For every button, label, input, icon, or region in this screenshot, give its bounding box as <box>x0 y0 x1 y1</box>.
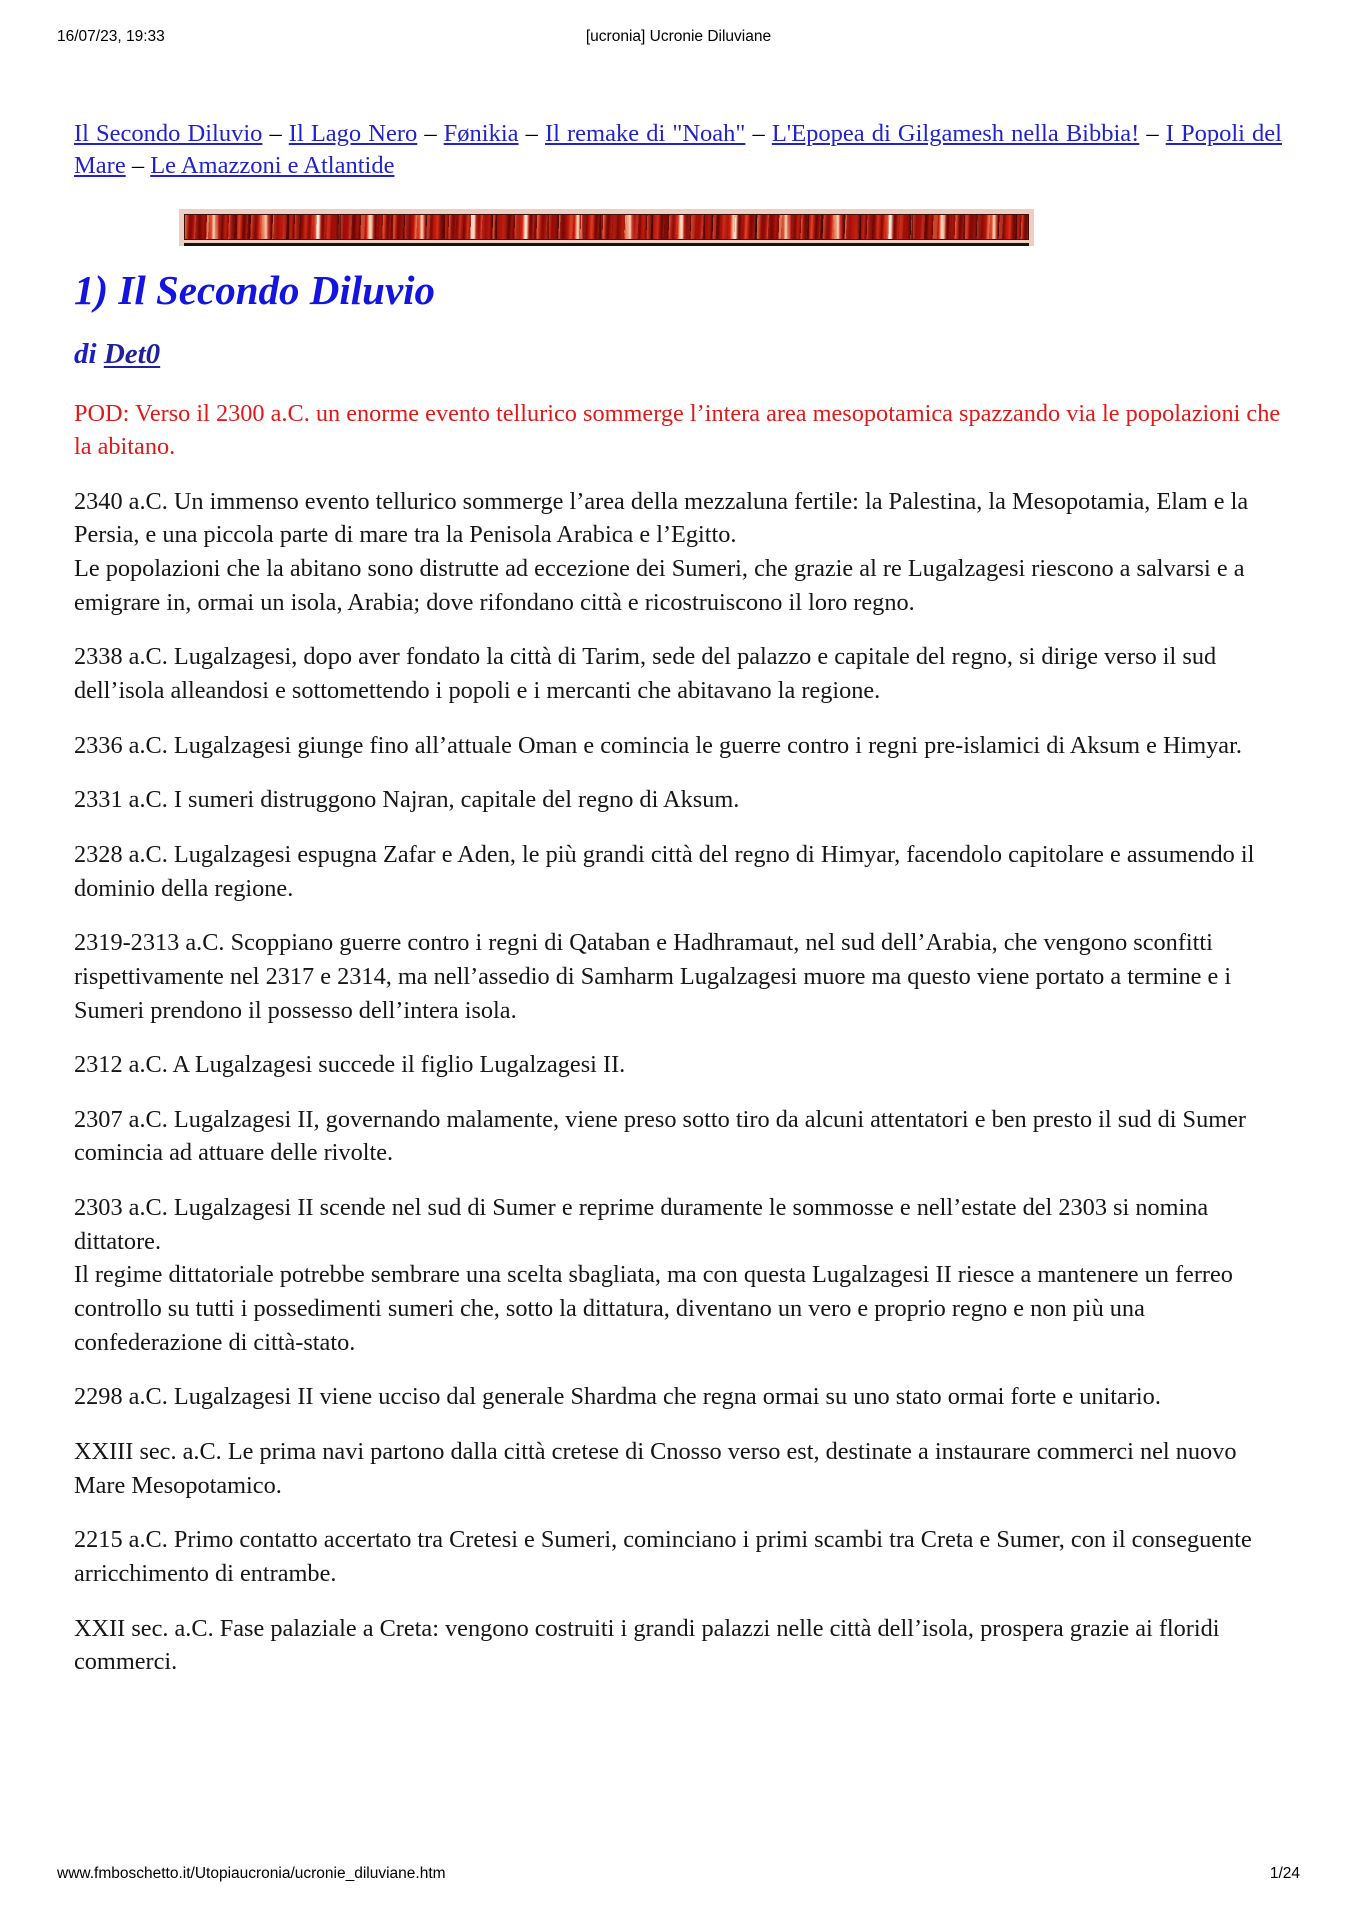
print-footer <box>0 1865 1357 1887</box>
nav-link-2[interactable]: Il Lago Nero <box>288 120 418 147</box>
byline <box>74 338 1287 371</box>
decorative-marble-bar-inner <box>184 214 1029 240</box>
nav-link-3[interactable]: Fønikia <box>443 120 519 147</box>
article-paragraph: 2336 a.C. Lugalzagesi giunge fino all’attuale Oman e comincia le guerre contro i regni pre-islamici di Aksum e Himyar. <box>74 731 1242 759</box>
article-paragraph: 2312 a.C. A Lugalzagesi succede il figlio Lugalzagesi II. <box>74 1051 626 1079</box>
article-body <box>74 485 1287 1679</box>
article-paragraph: 2298 a.C. Lugalzagesi II viene ucciso dal generale Shardma che regna ormai su uno stato ormai forte e unitario. <box>74 1383 1161 1411</box>
nav-link-7[interactable]: Le Amazzoni e Atlantide <box>150 152 395 180</box>
article-paragraph: 2331 a.C. I sumeri distruggono Najran, capitale del regno di Aksum. <box>74 786 740 814</box>
nav-link-4[interactable]: Il remake di "Noah" <box>544 120 746 147</box>
page-content <box>74 118 1287 1679</box>
nav-separator: – <box>745 120 772 147</box>
page-title: 1) Il Secondo Diluvio <box>74 266 436 313</box>
article-paragraph: XXII sec. a.C. Fase palaziale a Creta: vengono costruiti i grandi palazzi nelle città dell’isola, prospera grazie ai floridi commerci. <box>74 1614 1220 1676</box>
nav-link-1[interactable]: Il Secondo Diluvio <box>74 120 263 147</box>
print-header-title: [ucronia] Ucronie Diluviane <box>585 28 772 45</box>
nav-separator: – <box>417 120 444 147</box>
article-paragraph: XXIII sec. a.C. Le prima navi partono dalla città cretese di Cnosso verso est, destinate a instaurare commerci nel nuovo Mare Mesopotamico. <box>74 1437 1237 1499</box>
decorative-marble-bar <box>179 209 1034 246</box>
byline-author-link[interactable]: Det0 <box>103 337 161 370</box>
article-paragraph: 2215 a.C. Primo contatto accertato tra Cretesi e Sumeri, cominciano i primi scambi tra Creta e Sumer, con il conseguente arricchimento di entrambe. <box>74 1526 1252 1587</box>
pod-paragraph: POD: Verso il 2300 a.C. un enorme evento tellurico sommerge l’intera area mesopotamica spazzando via le popolazioni che la abitano. <box>74 399 1281 461</box>
navigation-links <box>74 118 1282 183</box>
nav-link-5[interactable]: L'Epopea di Gilgamesh nella Bibbia! <box>771 120 1140 147</box>
nav-link-6[interactable]: I Popoli del Mare <box>74 120 1282 180</box>
print-header <box>0 28 1357 50</box>
decorative-divider <box>179 209 1034 246</box>
nav-separator: – <box>262 120 289 147</box>
nav-separator: – <box>125 152 151 180</box>
print-footer-url: www.fmboschetto.it/Utopiaucronia/ucronie_diluviane.htm <box>57 1865 446 1882</box>
article-paragraph: 2328 a.C. Lugalzagesi espugna Zafar e Aden, le più grandi città del regno di Himyar, facendolo capitolare e assumendo il dominio della regione. <box>74 840 1255 902</box>
nav-separator: – <box>1139 120 1166 147</box>
article-paragraph: 2303 a.C. Lugalzagesi II scende nel sud di Sumer e reprime duramente le sommosse e nell’estate del 2303 si nomina dittatore. Il regime dittatoriale potrebbe sembrare una scelta sbagliata, ma con questa Lugalzagesi II riesce a mantenere un ferreo controllo su tutti i possedimenti sumeri che, sotto la dittatura, diventano un vero e proprio regno e non più una confederazione di città-stato. <box>74 1194 1233 1356</box>
article-paragraph: 2319-2313 a.C. Scoppiano guerre contro i regni di Qataban e Hadhramaut, nel sud dell’Arabia, che vengono sconfitti rispettivamente nel 2317 e 2314, ma nell’assedio di Samharm Lugalzagesi muore ma questo viene portato a termine e i Sumeri prendono il possesso dell’intera isola. <box>74 929 1232 1024</box>
print-footer-page-number: 1/24 <box>1269 1865 1300 1882</box>
article-paragraph: 2338 a.C. Lugalzagesi, dopo aver fondato la città di Tarim, sede del palazzo e capitale del regno, si dirige verso il sud dell’isola alleandosi e sottomettendo i popoli e i mercanti che abitavano la regione. <box>74 643 1217 705</box>
print-header-date: 16/07/23, 19:33 <box>57 28 165 45</box>
article-paragraph: 2340 a.C. Un immenso evento tellurico sommerge l’area della mezzaluna fertile: la Palestina, la Mesopotamia, Elam e la Persia, e una piccola parte di mare tra la Penisola Arabica e l’Egitto. Le popolazioni che la abitano sono distrutte ad eccezione dei Sumeri, che grazie al re Lugalzagesi riescono a salvarsi e a emigrare in, ormai un isola, Arabia; dove rifondano città e ricostruiscono il loro regno. <box>74 487 1249 616</box>
byline-prefix: di <box>74 337 104 370</box>
article-paragraph: 2307 a.C. Lugalzagesi II, governando malamente, viene preso sotto tiro da alcuni attentatori e ben presto il sud di Sumer comincia ad attuare delle rivolte. <box>74 1105 1246 1167</box>
nav-separator: – <box>518 120 545 147</box>
